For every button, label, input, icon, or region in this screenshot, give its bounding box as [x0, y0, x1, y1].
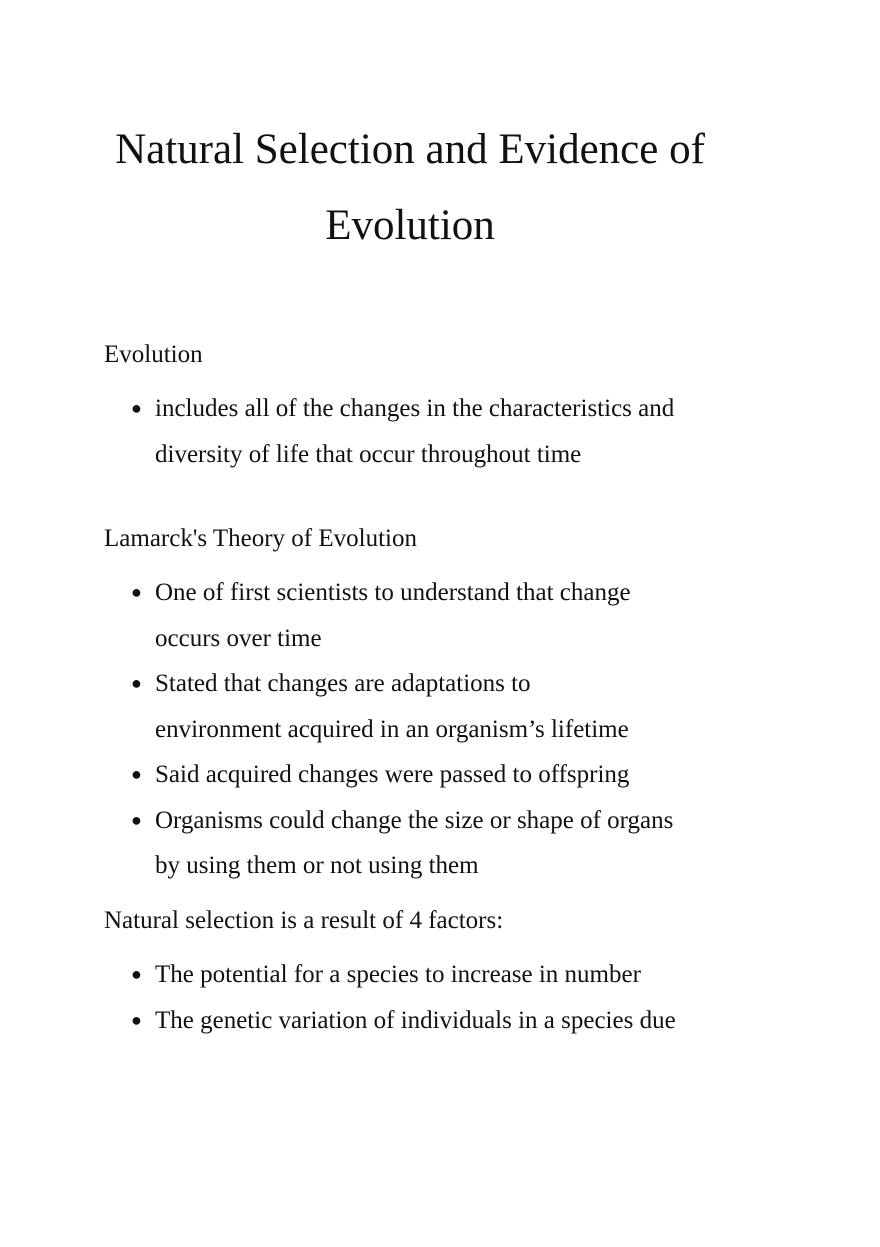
- list-item-text: One of first scientists to understand that change: [155, 579, 631, 606]
- title-line-1: Natural Selection and Evidence of: [115, 126, 705, 173]
- section-heading: Evolution: [104, 341, 203, 368]
- list-item: [104, 998, 804, 1044]
- bullet-icon: ●: [131, 809, 142, 830]
- bullet-list: [104, 952, 804, 1043]
- list-item-text: The potential for a species to increase in number: [155, 961, 641, 988]
- document-title: [60, 112, 760, 264]
- list-item-text: The genetic variation of individuals in a species due: [155, 1006, 676, 1034]
- list-item-text: includes all of the changes in the characteristics and: [155, 395, 675, 422]
- list-item-text: occurs over time: [155, 624, 322, 652]
- bullet-icon: ●: [131, 673, 142, 693]
- list-item-text: by using them or not using them: [155, 852, 479, 879]
- list-item: [104, 386, 804, 477]
- bullet-icon: ●: [131, 398, 142, 418]
- list-item-text: environment acquired in an organism’s lifetime: [155, 715, 629, 743]
- section-natural-selection: [104, 906, 804, 1043]
- bullet-icon: ●: [131, 1009, 142, 1030]
- list-item: [104, 952, 804, 998]
- list-item-text: Stated that changes are adaptations to: [155, 670, 531, 697]
- list-item: [104, 661, 804, 752]
- list-item-text: Said acquired changes were passed to offspring: [155, 761, 630, 788]
- list-item: [104, 752, 804, 798]
- bullet-list: [104, 386, 804, 477]
- section-heading: Lamarck's Theory of Evolution: [104, 525, 417, 552]
- list-item: [104, 570, 804, 661]
- list-item: [104, 798, 804, 889]
- bullet-list: [104, 570, 804, 889]
- list-item-text: Organisms could change the size or shape of organs: [155, 806, 674, 834]
- section-heading: Natural selection is a result of 4 factors:: [104, 907, 504, 934]
- bullet-icon: ●: [131, 964, 142, 984]
- list-item-text: diversity of life that occur throughout time: [155, 440, 582, 468]
- bullet-icon: ●: [131, 764, 142, 784]
- title-line-2: Evolution: [325, 202, 495, 249]
- section-evolution: [104, 340, 804, 477]
- bullet-icon: ●: [131, 582, 142, 602]
- section-lamarck-theory: [104, 524, 804, 889]
